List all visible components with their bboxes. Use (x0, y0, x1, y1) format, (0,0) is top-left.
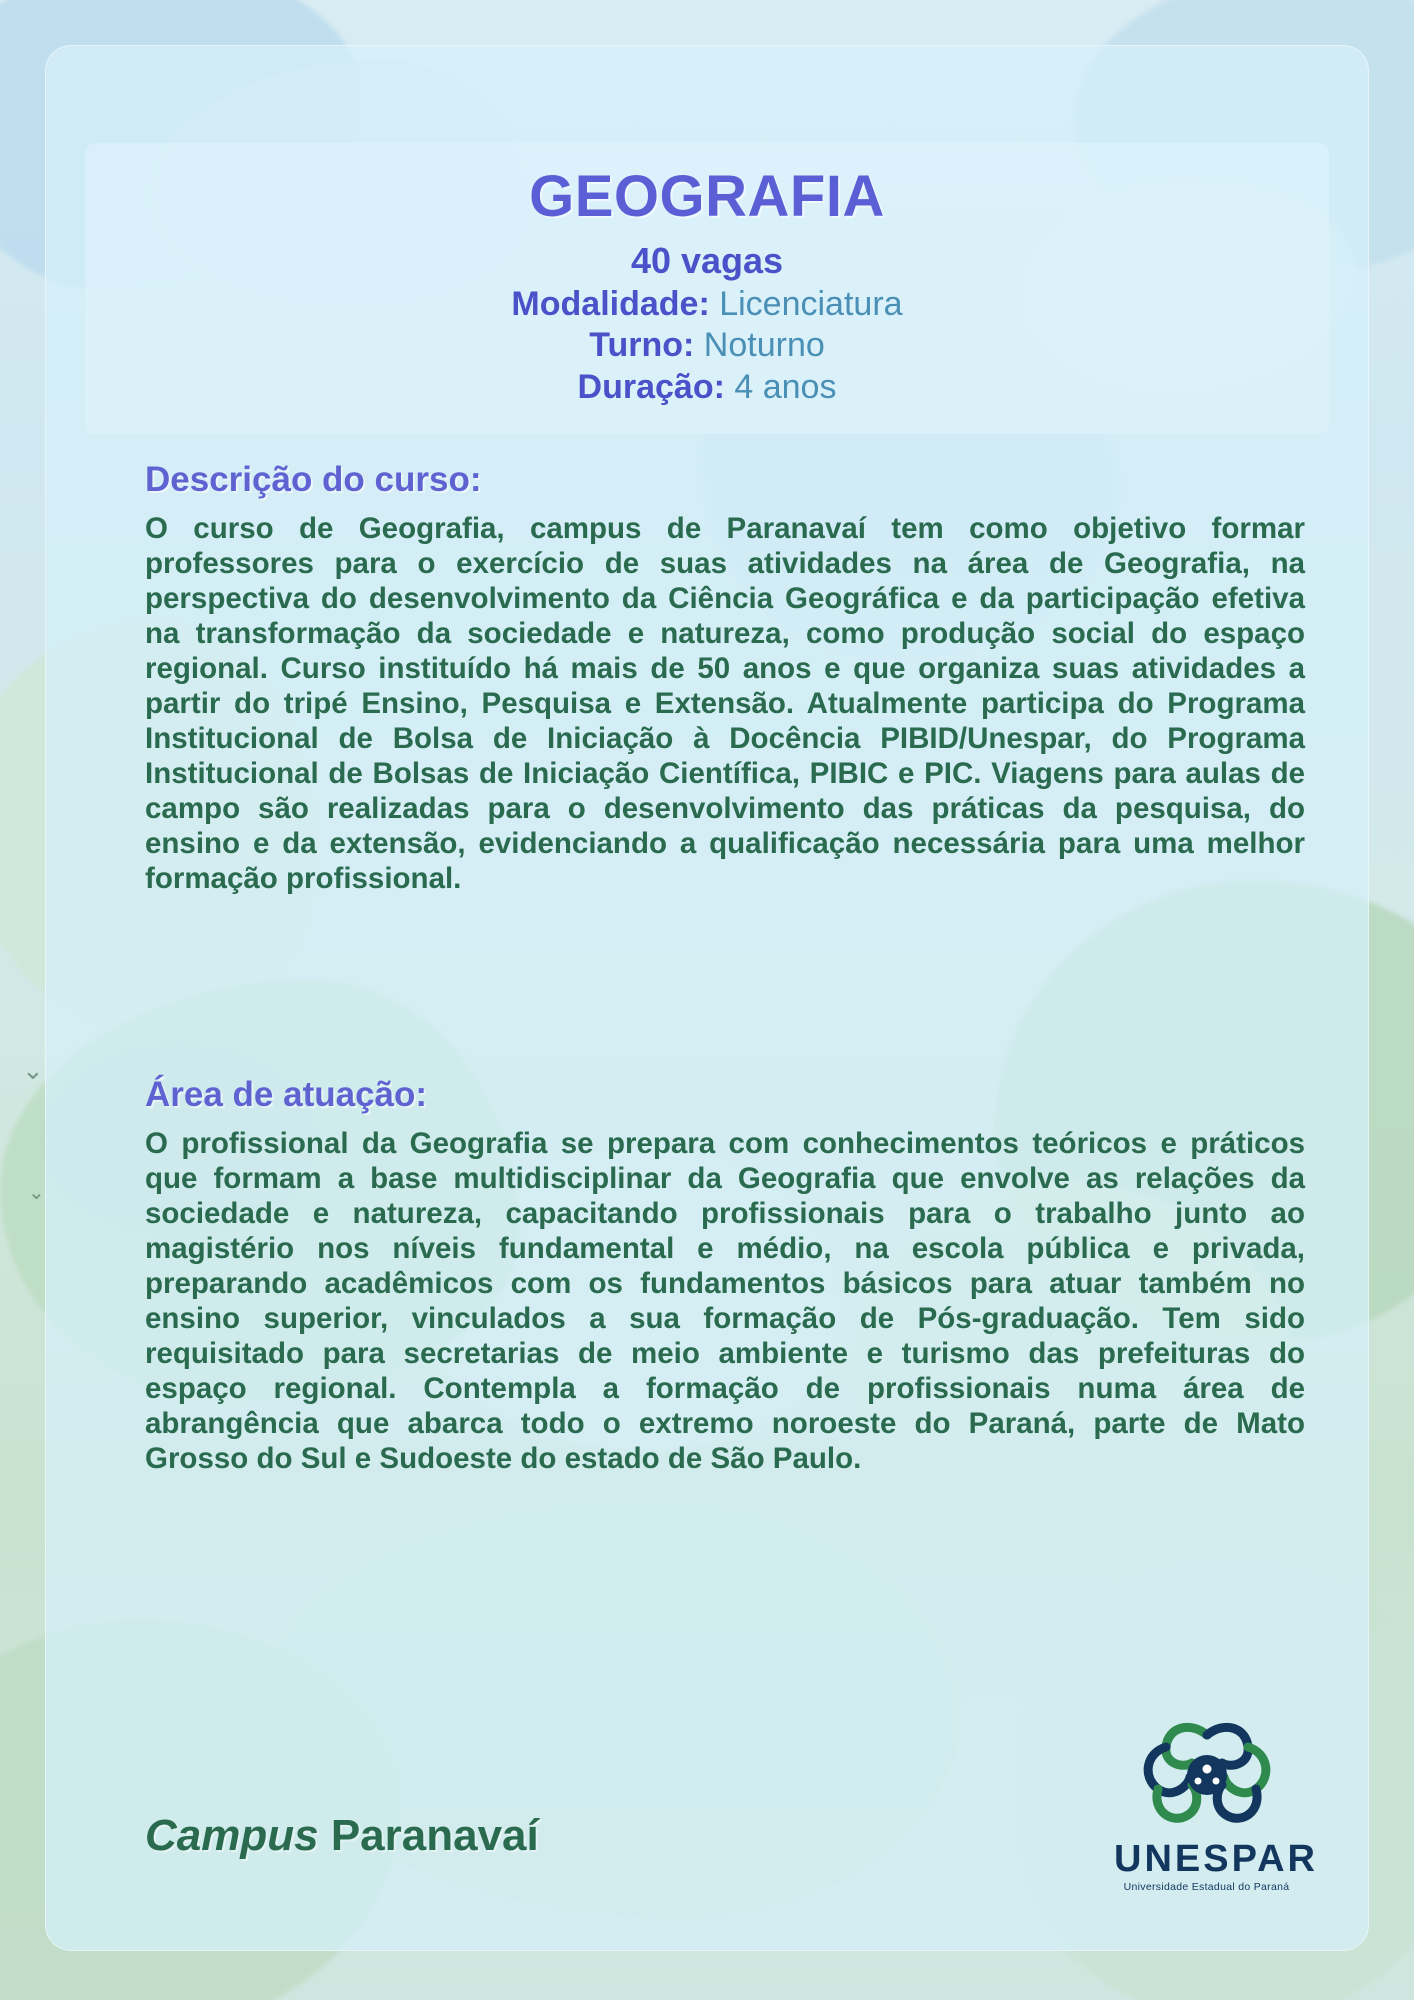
turno-value: Noturno (703, 326, 825, 365)
logo-subtitle: Universidade Estadual do Paraná (1123, 1881, 1290, 1893)
leaf-sprig-icon: ⌄ (22, 1055, 44, 1085)
campus-prefix: Campus (145, 1811, 319, 1860)
course-card (45, 45, 1369, 1951)
section-area-de-atuacao (145, 1075, 1361, 1477)
section-title: Descrição do curso: (145, 460, 482, 499)
campus-name: Paranavaí (330, 1811, 539, 1860)
section-body: O curso de Geografia, campus de Paranavaí tem como objetivo formar professores para o exercício de suas atividades na área de Geografia, na perspectiva do desenvolvimento da Ciência Geográfica e da participação efetiva na transformação da sociedade e natureza, como produção social do espaço regional. Curso instituído há mais de 50 anos e que organiza suas atividades a partir do tripé Ensino, Pesquisa e Extensão. Atualmente participa do Programa Institucional de Bolsa de Iniciação à Docência PIBID/Unespar, do Programa Institucional de Bolsas de Iniciação Científica, PIBIC e PIC. Viagens para aulas de campo são realizadas para o desenvolvimento das práticas da pesquisa, do ensino e da extensão, evidenciando a qualificação necessária para uma melhor formação profissional. (145, 512, 1305, 895)
duracao-line (85, 367, 1329, 408)
logo-core-circle (1187, 1755, 1227, 1795)
leaf-sprig-icon: ⌄ (28, 1182, 45, 1204)
duracao-value: 4 anos (734, 367, 837, 406)
page-title: GEOGRAFIA (529, 164, 885, 229)
section-title: Área de atuação: (145, 1075, 428, 1114)
campus-label (145, 1811, 539, 1861)
modalidade-value: Licenciatura (719, 285, 903, 323)
section-body: O profissional da Geografia se prepara com conhecimentos teóricos e práticos que formam a base multidisciplinar da Geografia que envolve as relações da sociedade e natureza, capacitando profissionais para o trabalho junto ao magistério nos níveis fundamental e médio, na escola pública e privada, preparando acadêmicos com os fundamentos básicos para atuar também no ensino superior, vinculados a sua formação de Pós-graduação. Tem sido requisitado para secretarias de meio ambiente e turismo das prefeituras do espaço regional. Contempla a formação de profissionais numa área de abrangência que abarca todo o extremo noroeste do Paraná, parte de Mato Grosso do Sul e Sudoeste do estado de São Paulo. (145, 1127, 1305, 1475)
vagas-count: 40 vagas (630, 240, 784, 281)
duracao-label: Duração: (577, 367, 725, 406)
turno-line (85, 325, 1329, 366)
modalidade-label: Modalidade: (511, 285, 710, 323)
turno-label: Turno: (589, 326, 695, 365)
logo-wordmark: UNESPAR (1114, 1838, 1318, 1880)
unespar-mark-icon (1132, 1719, 1282, 1831)
modalidade-line (85, 284, 1329, 325)
unespar-logo (1114, 1719, 1318, 1893)
course-header (85, 143, 1329, 434)
section-descricao (145, 460, 1361, 896)
